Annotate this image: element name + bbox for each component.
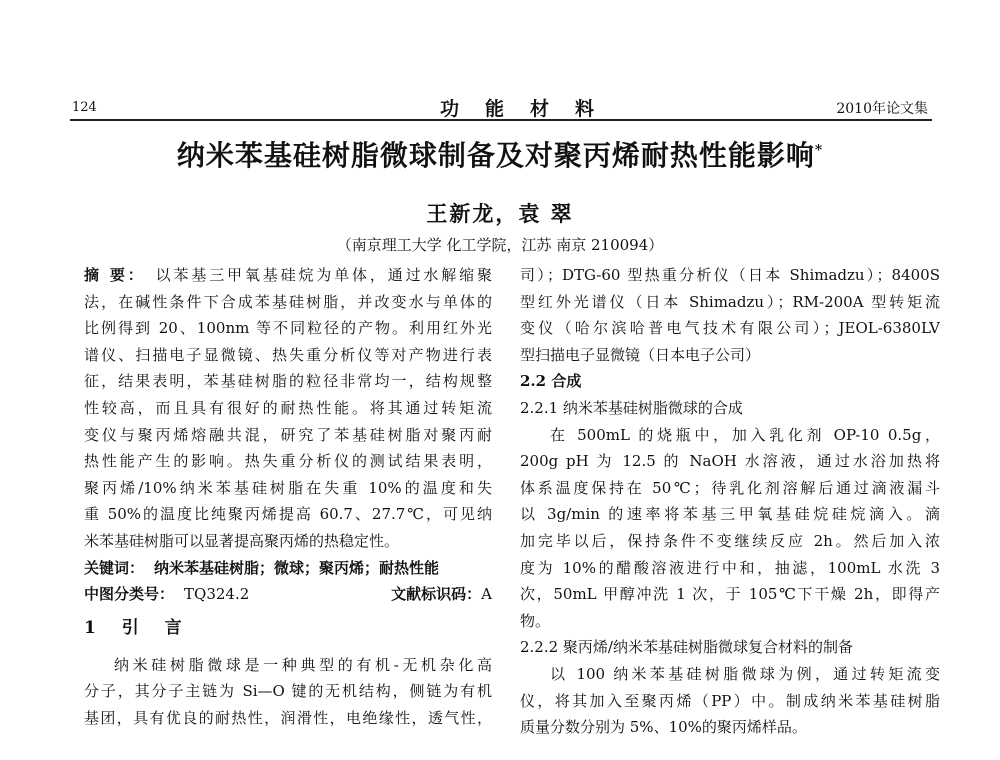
composite-line: 仪，将其加入至聚丙烯（PP）中。制成纳米苯基硅树脂 <box>520 691 940 710</box>
abstract-label: 摘 要： <box>84 266 146 284</box>
paper-title <box>0 134 1000 174</box>
synthesis-line: 加完毕以后，保持条件不变继续反应 2h。然后加入浓 <box>520 531 940 550</box>
section-heading-2-2-2: 2.2.2 聚丙烯/纳米苯基硅树脂微球复合材料的制备 <box>520 638 853 657</box>
abstract-line: 重 50%的温度比纯聚丙烯提高 60.7、27.7℃，可见纳 <box>84 505 492 524</box>
section-heading-2-2-1: 2.2.1 纳米苯基硅树脂微球的合成 <box>520 398 743 417</box>
doc-code-label: 文献标识码： <box>391 585 482 604</box>
instrument-line: 变仪（哈尔滨哈普电气技术有限公司）；JEOL-6380LV <box>520 319 940 338</box>
clc-label: 中图分类号： <box>84 585 175 604</box>
abstract-line: 法，在碱性条件下合成苯基硅树脂，并改变水与单体的 <box>84 292 492 311</box>
synthesis-line: 物。 <box>520 611 551 630</box>
abstract-text: 以苯基三甲氧基硅烷为单体，通过水解缩聚 <box>155 266 492 284</box>
keywords-value: 纳米苯基硅树脂；微球；聚丙烯；耐热性能 <box>154 558 440 577</box>
abstract-line: 热性能产生的影响。热失重分析仪的测试结果表明， <box>84 452 492 471</box>
abstract-line: 变仪与聚丙烯熔融共混，研究了苯基硅树脂对聚丙耐 <box>84 425 492 444</box>
right-column <box>520 262 940 741</box>
abstract-line: 谱仪、扫描电子显微镜、热失重分析仪等对产物进行表 <box>84 345 492 364</box>
synthesis-line: 200g pH 为 12.5 的 NaOH 水溶液，通过水浴加热将 <box>520 452 940 471</box>
title-footnote-mark: * <box>814 142 824 159</box>
composite-line: 质量分数分别为 5%、10%的聚丙烯样品。 <box>520 718 807 737</box>
section-heading-intro: 1 引 言 <box>84 617 192 638</box>
header-rule <box>70 119 932 121</box>
synthesis-line: 次，50mL 甲醇冲洗 1 次，于 105℃下干燥 2h，即得产 <box>520 585 940 604</box>
left-column <box>84 262 492 732</box>
synthesis-line: 体系温度保持在 50℃；待乳化剂溶解后通过滴液漏斗 <box>520 478 940 497</box>
affiliation: （南京理工大学 化工学院，江苏 南京 210094） <box>336 236 664 254</box>
abstract-line: 征，结果表明，苯基硅树脂的粒径非常均一，结构规整 <box>84 372 492 391</box>
collection-label: 2010年论文集 <box>836 101 928 117</box>
instrument-line: 型扫描电子显微镜（日本电子公司） <box>520 345 761 364</box>
intro-line: 基团，具有优良的耐热性，润滑性，电绝缘性，透气性， <box>84 708 492 727</box>
abstract-line <box>84 262 492 289</box>
classification-line <box>84 581 492 608</box>
keywords-label: 关键词： <box>84 558 145 577</box>
abstract-line: 比例得到 20、100nm 等不同粒径的产物。利用红外光 <box>84 319 492 338</box>
section-heading-2-2: 2.2 合成 <box>520 372 582 391</box>
intro-line: 纳米硅树脂微球是一种典型的有机-无机杂化高 <box>114 655 492 674</box>
abstract-line: 米苯基硅树脂可以显著提高聚丙烯的热稳定性。 <box>84 531 400 550</box>
abstract-line: 聚丙烯/10%纳米苯基硅树脂在失重 10%的温度和失 <box>84 478 492 497</box>
journal-name: 功能材料 <box>440 98 621 120</box>
instrument-line: 司）；DTG-60 型热重分析仪（日本 Shimadzu）；8400S <box>520 266 940 284</box>
intro-line: 分子，其分子主链为 Si—O 键的无机结构，侧链为有机 <box>84 682 492 701</box>
page-number: 124 <box>72 100 97 115</box>
paper-title-text: 纳米苯基硅树脂微球制备及对聚丙烯耐热性能影响 <box>176 139 815 172</box>
clc-value: TQ324.2 <box>184 585 250 604</box>
abstract-line: 性较高，而且具有很好的耐热性能。将其通过转矩流 <box>84 398 492 417</box>
instrument-line: 型红外光谱仪（日本 Shimadzu）；RM-200A 型转矩流 <box>520 292 940 311</box>
synthesis-line: 度为 10%的醋酸溶液进行中和，抽滤，100mL 水洗 3 <box>520 558 940 577</box>
composite-line: 以 100 纳米苯基硅树脂微球为例，通过转矩流变 <box>550 664 940 683</box>
author-list: 王新龙，袁 翠 <box>426 201 574 226</box>
doc-code-value: A <box>481 585 492 604</box>
keywords-line <box>84 555 492 582</box>
synthesis-line: 在 500mL 的烧瓶中，加入乳化剂 OP-10 0.5g， <box>550 425 940 444</box>
synthesis-line: 以 3g/min 的速率将苯基三甲氧基硅烷硅烷滴入。滴 <box>520 505 940 524</box>
